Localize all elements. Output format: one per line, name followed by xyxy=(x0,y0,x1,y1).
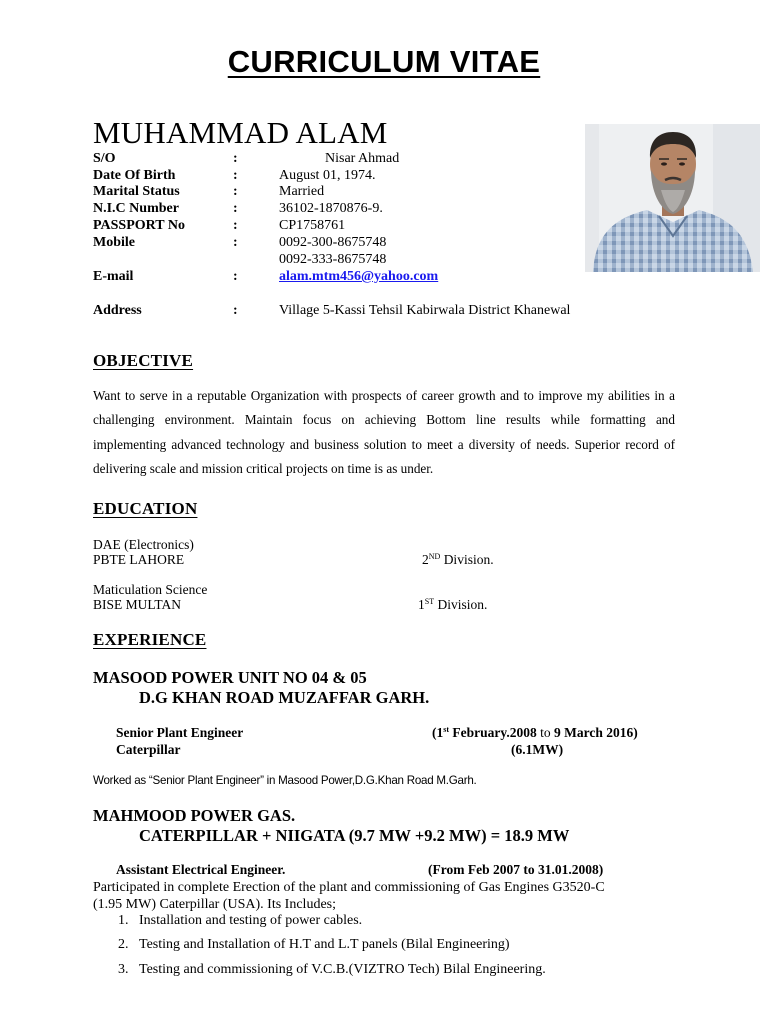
so-label: S/O xyxy=(93,151,116,166)
job1-equipment: Caterpillar xyxy=(116,742,181,757)
info-colon: : xyxy=(233,235,238,250)
job1-capacity: (6.1MW) xyxy=(511,742,564,757)
passport-value: CP1758761 xyxy=(279,218,346,233)
marital-value: Married xyxy=(279,184,325,199)
email-link[interactable]: alam.mtm456@yahoo.com xyxy=(279,269,439,284)
job1-period xyxy=(432,725,638,741)
mobile-value-2: 0092-333-8675748 xyxy=(279,252,387,267)
period-suffix: st xyxy=(443,725,450,734)
task-number: 3. xyxy=(118,962,129,977)
task-text: Testing and Installation of H.T and L.T panels (Bilal Engineering) xyxy=(139,937,510,952)
marital-label: Marital Status xyxy=(93,184,180,199)
education-degree: DAE (Electronics) xyxy=(93,537,194,552)
period-open: (1 xyxy=(432,725,444,740)
dob-value: August 01, 1974. xyxy=(279,168,376,183)
division-suffix: ND xyxy=(428,552,441,561)
task-text: Testing and commissioning of V.C.B.(VIZTRO Tech) Bilal Engineering. xyxy=(139,962,546,977)
profile-photo xyxy=(585,124,760,272)
dob-label: Date Of Birth xyxy=(93,168,176,183)
job2-period: (From Feb 2007 to 31.01.2008) xyxy=(428,862,604,877)
education-board: PBTE LAHORE xyxy=(93,552,185,567)
division-number: 1 xyxy=(418,597,425,612)
task-text: Installation and testing of power cables. xyxy=(139,913,363,928)
division-label: Division. xyxy=(440,552,494,567)
job2-description-line1: Participated in complete Erection of the plant and commissioning of Gas Engines G3520-C xyxy=(93,880,605,895)
objective-text: Want to serve in a reputable Organization with prospects of career growth and to improve my abilities in a challenging environment. Maintain focus on achieving Bottom line results while formatting and implementing advanced technology and business solution to meet a diversity of needs. Superior record of delivering scale and mission critical projects on time is as under. xyxy=(93,388,675,476)
division-label: Division. xyxy=(434,597,488,612)
so-value: Nisar Ahmad xyxy=(325,151,400,166)
division-suffix: ST xyxy=(424,597,435,606)
objective-heading: OBJECTIVE xyxy=(93,351,194,370)
job1-description: Worked as “Senior Plant Engineer” in Masood Power,D.G.Khan Road M.Garh. xyxy=(93,774,477,787)
education-board: BISE MULTAN xyxy=(93,597,182,612)
profile-photo-illustration xyxy=(585,124,760,272)
experience-heading: EXPERIENCE xyxy=(93,630,207,649)
period-close: ) xyxy=(633,725,638,740)
info-colon: : xyxy=(233,184,238,199)
task-number: 1. xyxy=(118,913,129,928)
division-number: 2 xyxy=(422,552,429,567)
period-start: February.2008 xyxy=(449,725,537,740)
address-label: Address xyxy=(93,303,142,318)
job2-company: MAHMOOD POWER GAS. xyxy=(93,806,296,825)
mobile-label: Mobile xyxy=(93,235,135,250)
info-colon: : xyxy=(233,218,238,233)
job1-role: Senior Plant Engineer xyxy=(116,725,244,740)
address-value: Village 5-Kassi Tehsil Kabirwala District Khanewal xyxy=(279,303,571,318)
nic-value: 36102-1870876-9. xyxy=(279,201,383,216)
candidate-name: MUHAMMAD ALAM xyxy=(93,115,388,150)
mobile-value-1: 0092-300-8675748 xyxy=(279,235,387,250)
period-to: to xyxy=(536,725,555,740)
nic-label: N.I.C Number xyxy=(93,201,179,216)
document-title: CURRICULUM VITAE xyxy=(227,44,541,79)
job1-location: D.G KHAN ROAD MUZAFFAR GARH. xyxy=(139,688,430,707)
info-colon: : xyxy=(233,201,238,216)
job2-role: Assistant Electrical Engineer. xyxy=(116,862,286,877)
education-degree: Maticulation Science xyxy=(93,582,208,597)
job2-description-line2: (1.95 MW) Caterpillar (USA). Its Includes; xyxy=(93,897,336,912)
info-colon: : xyxy=(233,168,238,183)
info-colon: : xyxy=(233,151,238,166)
education-heading: EDUCATION xyxy=(93,499,198,518)
job1-company: MASOOD POWER UNIT NO 04 & 05 xyxy=(93,668,367,687)
education-division xyxy=(418,597,487,613)
job2-capacity: CATERPILLAR + NIIGATA (9.7 MW +9.2 MW) = 18.9 MW xyxy=(139,826,570,845)
info-colon: : xyxy=(233,269,238,284)
email-label: E-mail xyxy=(93,269,134,284)
task-number: 2. xyxy=(118,937,129,952)
period-end: 9 March 2016 xyxy=(554,725,634,740)
info-colon: : xyxy=(233,303,238,318)
education-division xyxy=(422,552,494,568)
passport-label: PASSPORT No xyxy=(93,218,185,233)
